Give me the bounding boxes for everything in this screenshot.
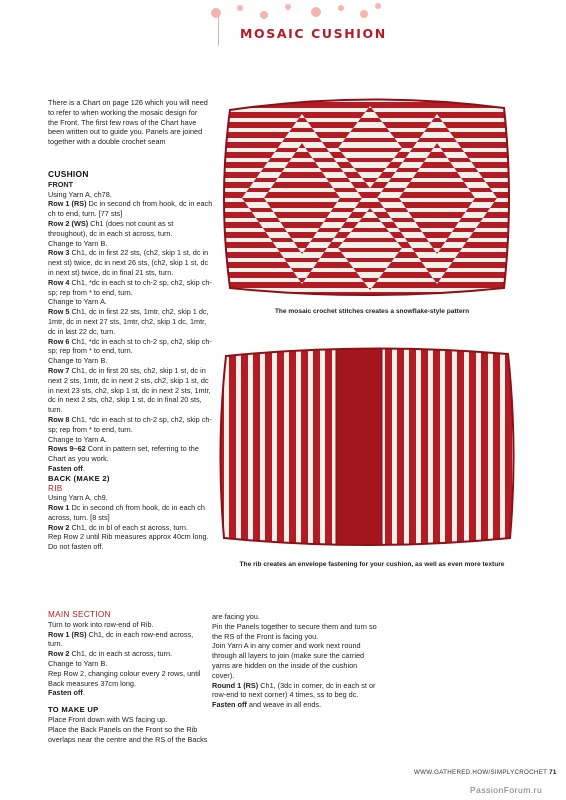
photo2-caption: The rib creates an envelope fastening for your cushion, as well as even more texture — [239, 561, 505, 568]
row-label: Row 2 — [48, 522, 70, 532]
header-divider — [218, 16, 219, 46]
row-text: Ch1 (does not count as st throughout), dc in each st across, turn. — [48, 218, 174, 238]
front-heading: FRONT — [48, 179, 74, 189]
row-text: Ch1, dc in each st across, turn. — [69, 649, 173, 659]
instruction-line — [48, 725, 208, 745]
row-label: Row 6 — [48, 336, 70, 346]
row-text: . — [82, 463, 85, 473]
row-text: Ch1, (3dc in corner, dc in each st or row-end to next corner) 4 times, ss to beg dc. — [212, 680, 376, 700]
back-heading: BACK (MAKE 2) — [48, 473, 110, 483]
instruction-line — [48, 415, 213, 435]
row-text: Join Yarn A in any corner and work next round through all layers to join (make sure the carried yarns are hidden on the inside of the cushion cover). — [212, 641, 365, 680]
row-label: Row 1 (RS) — [48, 629, 87, 639]
row-text: Change to Yarn A. — [48, 434, 107, 444]
row-text: Turn to work into row-end of Rib. — [48, 619, 154, 629]
row-text: are facing you. — [212, 612, 260, 621]
instruction-line — [212, 681, 377, 701]
row-text: Ch1, dc in first 22 sts, (ch2, skip 1 st, dc in next st) twice, dc in next 26 sts, (ch2, skip 1 st, dc in next st) twice, dc in final 21 sts, turn. — [48, 248, 209, 277]
intro-paragraph: There is a Chart on page 126 which you will need to refer to when working the mosaic design for the Front. The first few rows of the Chart have been written out to guide you. Panels are joined together with a double crochet seam — [48, 98, 208, 147]
instruction-line — [48, 669, 208, 689]
row-label: Row 2 — [48, 649, 70, 659]
row-label: Round 1 (RS) — [212, 680, 259, 690]
makeup-lines — [48, 715, 208, 744]
row-text: Cont in pattern set, referring to the Chart as you work. — [48, 444, 199, 464]
rib-lines — [48, 493, 213, 552]
row-text: Ch1, *dc in each st to ch-2 sp, ch2, skip ch-sp; rep from * to end, turn. — [48, 277, 212, 297]
row-text: Ch1, *dc in each st to ch-2 sp, ch2, skip ch-sp; rep from * to end, turn. — [48, 336, 212, 356]
instruction-line — [48, 337, 213, 357]
page-title: MOSAIC CUSHION — [240, 26, 387, 41]
instruction-line — [48, 248, 213, 277]
instruction-line — [48, 444, 213, 464]
instruction-line — [48, 366, 213, 415]
main-lines — [48, 620, 208, 698]
instruction-line — [48, 464, 213, 474]
instruction-line — [48, 715, 208, 725]
row-label: Row 1 (RS) — [48, 199, 87, 209]
instruction-line — [48, 356, 213, 366]
mosaic-cushion-photo — [212, 88, 522, 308]
row-text: Ch1, dc in each row-end across, turn. — [48, 629, 194, 649]
main-section-heading: MAIN SECTION — [48, 610, 111, 619]
main-section-instructions — [48, 610, 208, 744]
instruction-line — [48, 297, 213, 307]
make-up-continued — [212, 612, 377, 710]
row-text: and weave in all ends. — [246, 700, 322, 710]
row-text: Change to Yarn B. — [48, 238, 108, 248]
row-label: Row 5 — [48, 307, 70, 317]
make-up-heading: TO MAKE UP — [48, 705, 99, 715]
instruction-line — [48, 688, 208, 698]
row-label: Row 8 — [48, 414, 70, 424]
row-text: Dc in second ch from hook, dc in each ch across, turn. [8 sts] — [48, 503, 205, 522]
photo1-caption: The mosaic crochet stitches creates a snowflake-style pattern — [274, 308, 470, 315]
row-label: Fasten off — [212, 700, 247, 710]
instruction-line — [48, 532, 213, 542]
instruction-line — [212, 641, 377, 680]
cushion-instructions — [48, 170, 213, 552]
instruction-line — [48, 523, 213, 533]
row-text: Using Yarn A, ch9. — [48, 493, 108, 503]
row-text: Change to Yarn B. — [48, 356, 108, 366]
instruction-line — [48, 630, 208, 650]
instruction-line — [48, 307, 213, 336]
instruction-line — [48, 493, 213, 503]
cushion-heading: CUSHION — [48, 169, 89, 179]
page-number: 71 — [549, 769, 557, 776]
instruction-line — [48, 503, 213, 523]
instruction-line — [48, 219, 213, 239]
row-text: Place the Back Panels on the Front so the Rib overlaps near the centre and the RS of the Backs — [48, 724, 208, 744]
instruction-line — [48, 190, 213, 200]
row-label: Row 2 (WS) — [48, 218, 89, 228]
page-footer — [414, 769, 557, 776]
row-label: Rows 9–62 — [48, 444, 86, 454]
rib-heading: RIB — [48, 483, 63, 493]
instruction-line — [48, 659, 208, 669]
row-label: Fasten off — [48, 463, 83, 473]
row-label: Row 3 — [48, 248, 70, 258]
instruction-line — [212, 622, 377, 642]
instruction-line — [48, 239, 213, 249]
front-lines — [48, 190, 213, 474]
instruction-line — [212, 700, 377, 710]
row-text: Ch1, dc in bl of each st across, turn. — [69, 522, 188, 532]
row-text: Ch1, *dc in each st to ch-2 sp, ch2, skip ch-sp; rep from * to end, turn. — [48, 414, 212, 434]
row-text: Change to Yarn B. — [48, 658, 108, 668]
row-text: Dc in second ch from hook, dc in each ch to end, turn. [77 sts] — [48, 199, 213, 219]
rib-cushion-photo — [212, 342, 522, 552]
row-text: Rep Row 2, changing colour every 2 rows, until Back measures 37cm long. — [48, 668, 201, 688]
row-text: Place Front down with WS facing up. — [48, 714, 168, 724]
row-text: Ch1, dc in first 20 sts, ch2, skip 1 st, dc in next 2 sts, 1mtr, dc in next 2 sts, ch2, skip 1 st, dc in next 23 sts, ch2, skip 1 st, dc in next 2 sts, 1mtr, dc in next 2 sts, ch2, skip 1 st, dc in final 20 sts, turn. — [48, 365, 211, 415]
instruction-line — [48, 649, 208, 659]
footer-url: WWW.GATHERED.HOW/SIMPLYCROCHET — [414, 769, 548, 776]
row-text: Using Yarn A, ch78. — [48, 189, 112, 199]
row-label: Fasten off — [48, 688, 83, 698]
row-label: Row 7 — [48, 365, 70, 375]
snowflake-decoration — [206, 2, 386, 24]
right-lines — [212, 612, 377, 710]
instruction-line — [48, 278, 213, 298]
row-label: Row 1 — [48, 503, 70, 513]
instruction-line — [48, 435, 213, 445]
instruction-line — [212, 612, 377, 622]
instruction-line — [48, 542, 213, 552]
intro-text — [48, 98, 208, 147]
instruction-line — [48, 199, 213, 219]
row-text: Ch1, dc in first 22 sts, 1mtr, ch2, skip 1 dc, 1mtr, dc in next 27 sts, 1mtr, ch2, skip 1 dc, 1mtr, dc in last 22 dc, turn. — [48, 307, 209, 336]
row-label: Row 4 — [48, 277, 70, 287]
row-text: Rep Row 2 until Rib measures approx 40cm long. — [48, 532, 209, 542]
row-text: Pin the Panels together to secure them and turn so the RS of the Front is facing you. — [212, 621, 377, 641]
instruction-line — [48, 620, 208, 630]
watermark: PassionForum.ru — [470, 785, 543, 795]
row-text: Do not fasten off. — [48, 542, 104, 552]
row-text: Change to Yarn A. — [48, 297, 107, 307]
row-text: . — [82, 688, 85, 698]
